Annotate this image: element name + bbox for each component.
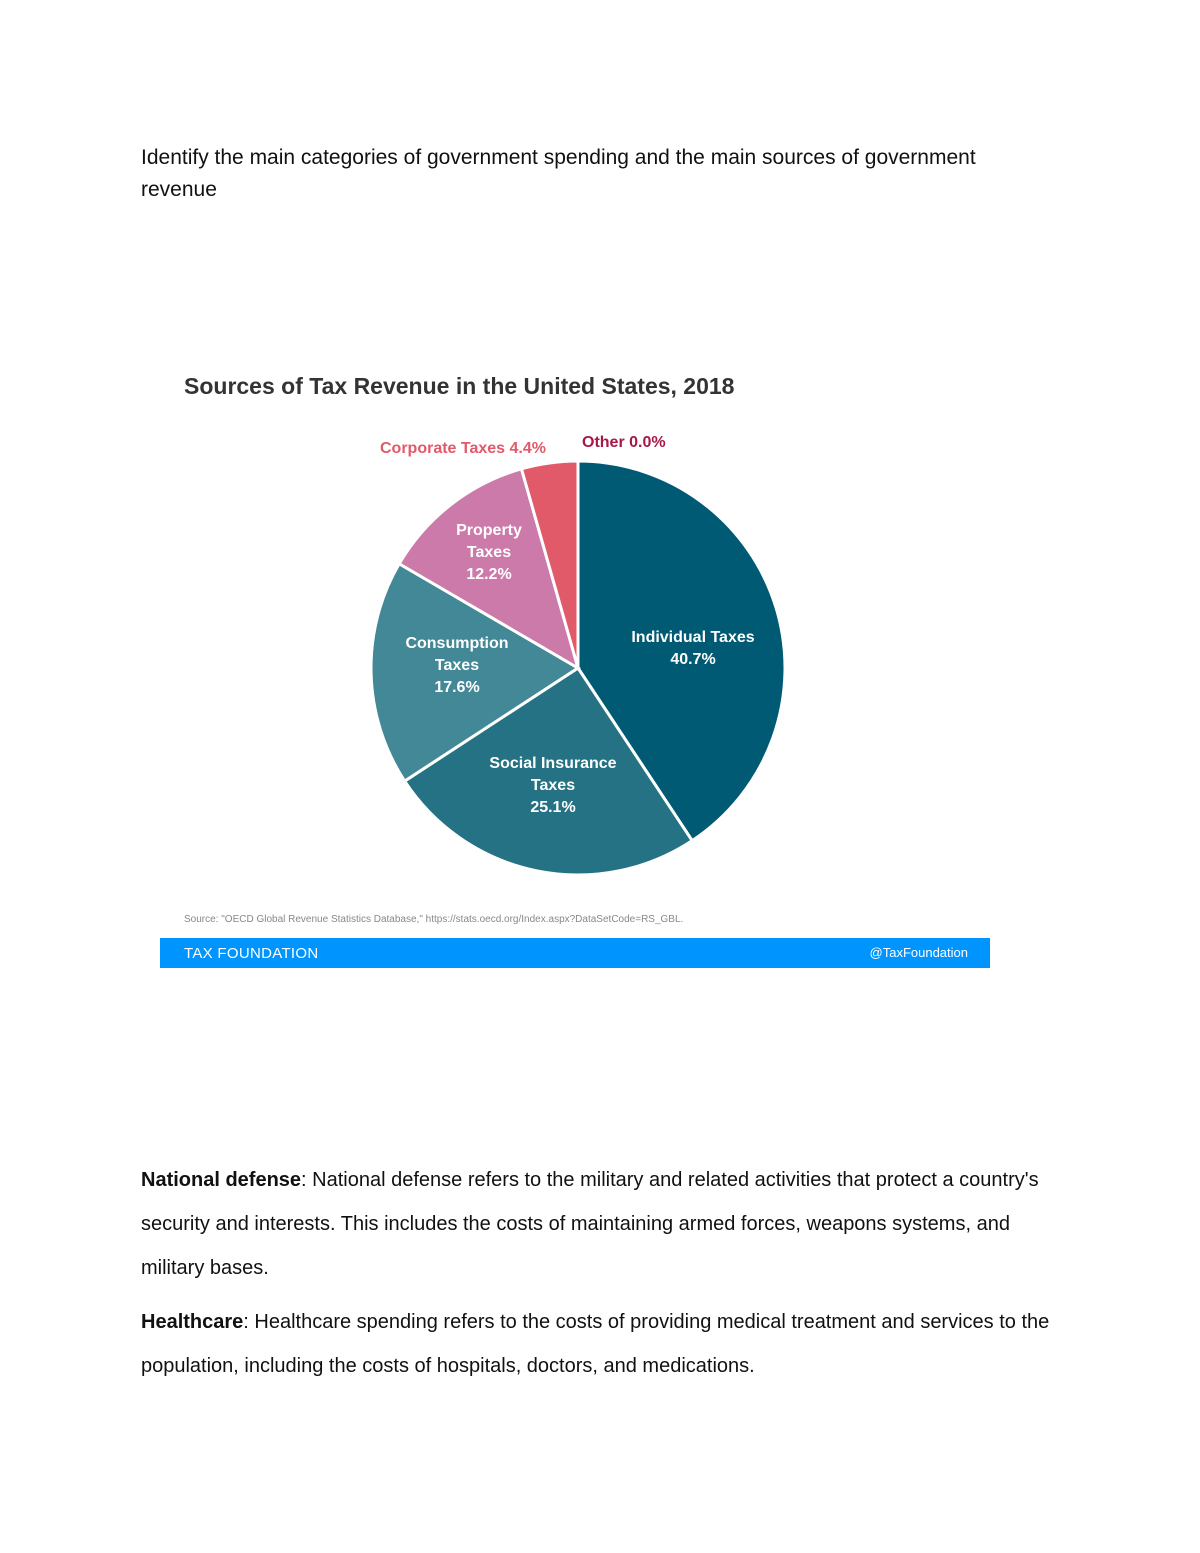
social-insurance-name: Social Insurance Taxes	[489, 755, 617, 794]
text-healthcare: : Healthcare spending refers to the costs of providing medical treatment and services to the population, including the costs of hospitals, doctors, and medications.	[141, 1311, 1050, 1377]
other-label: Other 0.0%	[582, 434, 666, 451]
consumption-taxes-label	[357, 633, 557, 699]
social-insurance-label	[453, 753, 653, 819]
footer-brand: TAX FOUNDATION	[184, 945, 319, 962]
source-note: Source: "OECD Global Revenue Statistics Database," https://stats.oecd.org/Index.aspx?DataSetCode=RS_GBL.	[184, 914, 684, 925]
property-taxes-label	[389, 520, 589, 586]
corporate-taxes-label: Corporate Taxes 4.4%	[380, 440, 546, 457]
question-prompt: Identify the main categories of government spending and the main sources of government revenue	[141, 146, 976, 201]
property-taxes-pct: 12.2%	[466, 566, 512, 583]
paragraph-healthcare	[141, 1300, 1071, 1388]
term-national-defense: National defense	[141, 1169, 302, 1191]
social-insurance-pct: 25.1%	[530, 799, 576, 816]
text-national-defense: : National defense refers to the military and related activities that protect a country's security and interests. This includes the costs of maintaining armed forces, weapons systems, and military bases.	[141, 1169, 1039, 1279]
property-taxes-name: Property Taxes	[456, 522, 522, 561]
term-healthcare: Healthcare	[141, 1311, 244, 1333]
footer-bar	[160, 938, 990, 968]
footer-handle: @TaxFoundation	[869, 945, 968, 960]
individual-taxes-label	[593, 627, 793, 671]
chart-title: Sources of Tax Revenue in the United States, 2018	[184, 373, 735, 399]
paragraph-national-defense	[141, 1158, 1071, 1290]
consumption-taxes-pct: 17.6%	[434, 679, 480, 696]
individual-taxes-name: Individual Taxes	[631, 629, 755, 646]
individual-taxes-pct: 40.7%	[670, 651, 716, 668]
consumption-taxes-name: Consumption Taxes	[405, 635, 509, 674]
